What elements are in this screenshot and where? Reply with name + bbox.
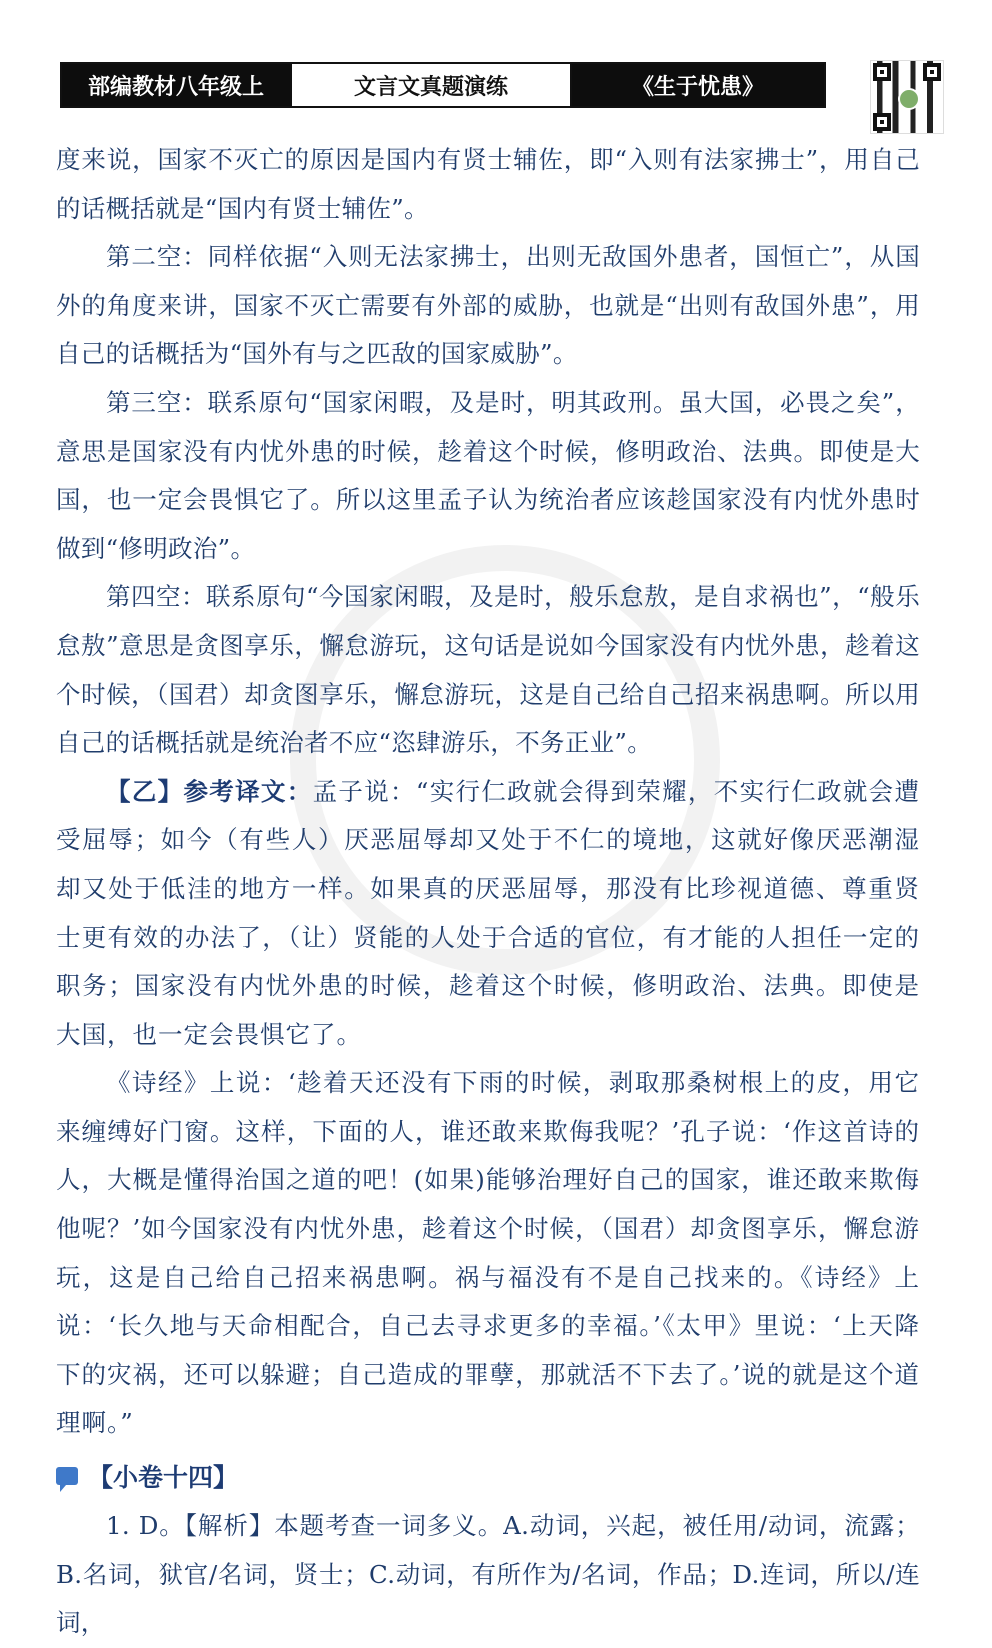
header-lesson: 《生于忧患》	[572, 64, 824, 106]
speech-bubble-icon	[56, 1467, 78, 1485]
translation-paragraph-1	[56, 768, 920, 1060]
qr-finder-icon	[923, 63, 941, 81]
translation-text-1: 孟子说：“实行仁政就会得到荣耀，不实行仁政就会遭受屈辱；如今（有些人）厌恶屈辱却又处于不仁的境地，这就好像厌恶潮湿却又处于低洼的地方一样。如果真的厌恶屈辱，那没有比珍视道德、尊重贤士更有效的办法了，（让）贤能的人处于合适的官位，有才能的人担任一定的职务；国家没有内忧外患的时候，趁着这个时候，修明政治、法典。即使是大国，也一定会畏惧它了。	[56, 776, 920, 1049]
document-body	[56, 136, 920, 1648]
paragraph-fourth-blank: 第四空：联系原句“今国家闲暇，及是时，般乐怠敖，是自求祸也”，“般乐怠敖”意思是贪图享乐，懈怠游玩，这句话是说如今国家没有内忧外患，趁着这个时候，（国君）却贪图享乐，懈怠游玩，这是自己给自己招来祸患啊。所以用自己的话概括就是统治者不应“恣肆游乐，不务正业”。	[56, 582, 920, 758]
header-topic: 文言文真题演练	[290, 64, 572, 106]
paragraph-second-blank: 第二空：同样依据“入则无法家拂士，出则无敌国外患者，国恒亡”，从国外的角度来讲，国家不灭亡需要有外部的威胁，也就是“出则有敌国外患”，用自己的话概括为“国外有与之匹敌的国家威胁”。	[56, 242, 920, 369]
translation-label: 【乙】参考译文：	[106, 776, 313, 806]
qr-logo-icon	[898, 88, 920, 110]
qr-finder-icon	[873, 113, 891, 131]
page-header	[60, 62, 826, 108]
paragraph-third-blank: 第三空：联系原句“国家闲暇，及是时，明其政刑。虽大国，必畏之矣”，意思是国家没有内忧外患的时候，趁着这个时候，修明政治、法典。即使是大国，也一定会畏惧它了。所以这里孟子认为统治者应该趁国家没有内忧外患时做到“修明政治”。	[56, 387, 920, 563]
qr-code-icon	[870, 60, 944, 134]
section-heading	[56, 1450, 920, 1502]
section-title: 【小卷十四】	[88, 1463, 239, 1493]
paragraph-continued: 度来说，国家不灭亡的原因是国内有贤士辅佐，即“入则有法家拂士”，用自己的话概括就是“国内有贤士辅佐”。	[56, 145, 920, 223]
qr-finder-icon	[873, 63, 891, 81]
header-grade: 部编教材八年级上	[62, 64, 290, 106]
translation-paragraph-2: 《诗经》上说：‘趁着天还没有下雨的时候，剥取那桑树根上的皮，用它来缠缚好门窗。这样，下面的人，谁还敢来欺侮我呢？’孔子说：‘作这首诗的人，大概是懂得治国之道的吧！(如果)能够治理好自己的国家，谁还敢来欺侮他呢？’如今国家没有内忧外患，趁着这个时候，（国君）却贪图享乐，懈怠游玩，这是自己给自己招来祸患啊。祸与福没有不是自己找来的。《诗经》上说：‘长久地与天命相配合，自己去寻求更多的幸福。’《太甲》里说：‘上天降下的灾祸，还可以躲避；自己造成的罪孽，那就活不下去了。’说的就是这个道理啊。”	[56, 1068, 920, 1438]
answer-paragraph: 1. D。【解析】本题考查一词多义。A.动词，兴起，被任用/动词，流露；B.名词，狱官/名词，贤士；C.动词，有所作为/名词，作品；D.连词，所以/连词，	[56, 1511, 920, 1638]
